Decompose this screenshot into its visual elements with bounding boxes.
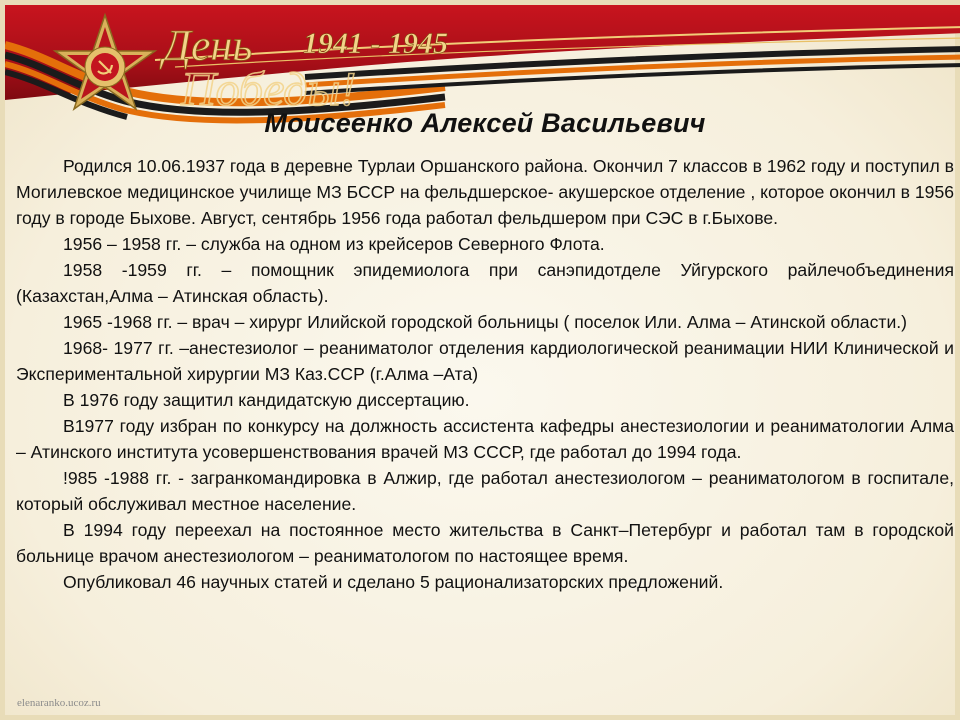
paragraph: 1965 -1968 гг. – врач – хирург Илийской городской больницы ( поселок Или. Алма – Атинской области.) <box>63 312 908 332</box>
paragraph: В1977 году избран по конкурсу на должность ассистента кафедры анестезиологии и реаниматологии Алма – Атинского института усовершенствования врачей МЗ СССР, где работал до 1994 года. <box>16 416 954 462</box>
paragraph: В 1976 году защитил кандидатскую диссертацию. <box>63 390 470 410</box>
paragraph: 1958 -1959 гг. – помощник эпидемиолога при санэпидотделе Уйгурского райлечобъединения (Казахстан,Алма – Атинская область). <box>16 260 954 306</box>
logo-line2: Победы! <box>181 63 357 116</box>
biography-text <box>16 153 954 595</box>
paragraph: !985 -1988 гг. - загранкомандировка в Алжир, где работал анестезиологом – реаниматологом в госпитале, который обслуживал местное население. <box>16 468 954 514</box>
victory-day-banner <box>5 5 960 125</box>
paragraph: 1956 – 1958 гг. – служба на одном из крейсеров Северного Флота. <box>63 234 605 254</box>
source-watermark: elenaranko.ucoz.ru <box>17 697 101 709</box>
paragraph: Родился 10.06.1937 года в деревне Турлаи Оршанского района. Окончил 7 классов в 1962 году и поступил в Могилевское медицинское училище МЗ БССР на фельдшерское- акушерское отделение , которое окончил в 1956 году в городе Быхове. Август, сентябрь 1956 года работал фельдшером при СЭС в г.Быхове. <box>16 156 955 228</box>
paragraph: Опубликовал 46 научных статей и сделано 5 рационализаторских предложений. <box>63 572 724 592</box>
logo-line1: День <box>163 21 253 70</box>
banner-years: 1941 - 1945 <box>303 27 448 60</box>
page-title: Моисеенко Алексей Васильевич <box>264 108 706 138</box>
paragraph: В 1994 году переехал на постоянное место жительства в Санкт–Петербург и работал там в городской больнице врачом анестезиологом – реаниматологом по настоящее время. <box>16 520 954 566</box>
paragraph: 1968- 1977 гг. –анестезиолог – реаниматолог отделения кардиологической реанимации НИИ Клинической и Экспериментальной хирургии МЗ Каз.ССР (г.Алма –Ата) <box>16 338 954 384</box>
